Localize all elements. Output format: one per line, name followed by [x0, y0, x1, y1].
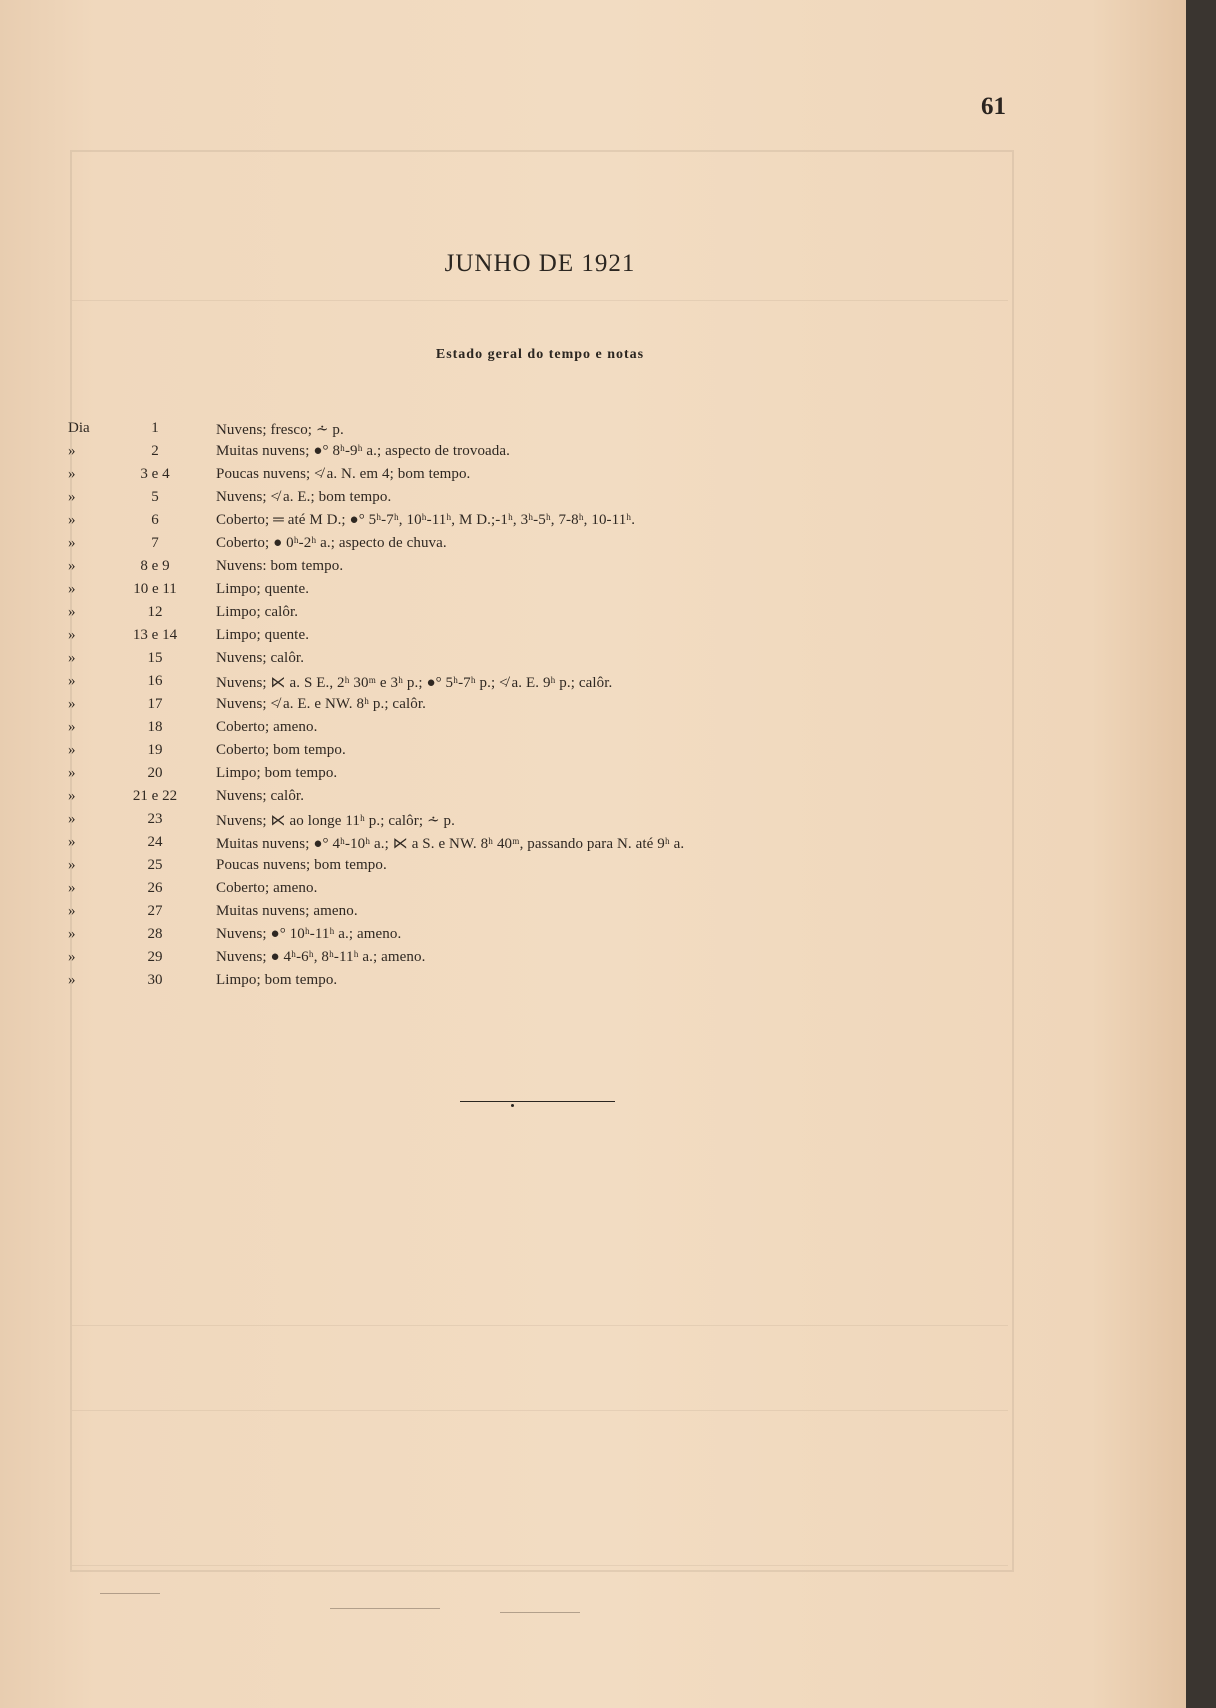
row-day: 6 — [151, 512, 159, 528]
row-note: Nuvens: bom tempo. — [216, 558, 344, 574]
row-marker: » — [68, 466, 76, 482]
row-note: Limpo; quente. — [216, 627, 310, 643]
row-day: 7 — [151, 535, 159, 551]
row-day: 16 — [147, 673, 163, 689]
row-note: Nuvens; ⋉ a. S E., 2ʰ 30ᵐ e 3ʰ p.; ●° 5ʰ-7ʰ p.; ≮ a. E. 9ʰ p.; calôr. — [216, 675, 613, 691]
row-marker: » — [68, 650, 76, 666]
row-day: 28 — [147, 926, 163, 942]
row-marker: » — [68, 604, 76, 620]
row-note: Nuvens; calôr. — [216, 650, 305, 666]
row-note: Nuvens; ●° 10ʰ-11ʰ a.; ameno. — [216, 926, 402, 942]
print-smudge — [330, 1608, 440, 1609]
row-note: Limpo; bom tempo. — [216, 972, 338, 988]
row-marker: » — [68, 742, 76, 758]
row-day: 8 e 9 — [140, 558, 170, 574]
print-smudge — [500, 1612, 580, 1613]
row-marker: » — [68, 857, 76, 873]
row-note: Coberto; ameno. — [216, 719, 318, 735]
row-marker: » — [68, 903, 76, 919]
row-note: Coberto; bom tempo. — [216, 742, 346, 758]
row-note: Muitas nuvens; ameno. — [216, 903, 358, 919]
page-number: 61 — [981, 93, 1006, 120]
row-marker: » — [68, 535, 76, 551]
row-note: Limpo; bom tempo. — [216, 765, 338, 781]
row-note: Muitas nuvens; ●° 8ʰ-9ʰ a.; aspecto de trovoada. — [216, 443, 511, 459]
row-marker: » — [68, 512, 76, 528]
section-subtitle: Estado geral do tempo e notas — [435, 347, 645, 362]
row-note: Nuvens; fresco; ⩪ p. — [216, 422, 344, 438]
row-marker: » — [68, 489, 76, 505]
row-marker: » — [68, 765, 76, 781]
row-note: Coberto; ameno. — [216, 880, 318, 896]
row-day: 19 — [147, 742, 163, 758]
row-note: Nuvens; ≮ a. E.; bom tempo. — [216, 489, 392, 505]
row-note: Coberto; ● 0ʰ-2ʰ a.; aspecto de chuva. — [216, 535, 447, 551]
divider-dot — [511, 1104, 514, 1107]
row-day: 15 — [147, 650, 163, 666]
row-day: 2 — [151, 443, 159, 459]
row-note: Poucas nuvens; ≮ a. N. em 4; bom tempo. — [216, 466, 471, 482]
row-marker: » — [68, 673, 76, 689]
row-day: 12 — [147, 604, 163, 620]
row-note: Poucas nuvens; bom tempo. — [216, 857, 387, 873]
row-day: 17 — [147, 696, 163, 712]
row-note: Nuvens; ● 4ʰ-6ʰ, 8ʰ-11ʰ a.; ameno. — [216, 949, 426, 965]
row-marker: » — [68, 719, 76, 735]
row-day: 26 — [147, 880, 163, 896]
row-marker: » — [68, 443, 76, 459]
row-day: 3 e 4 — [140, 466, 170, 482]
row-day: 21 e 22 — [132, 788, 178, 804]
section-divider — [460, 1101, 615, 1102]
row-marker: » — [68, 558, 76, 574]
row-day: 18 — [147, 719, 163, 735]
row-note: Limpo; calôr. — [216, 604, 299, 620]
row-day: 23 — [147, 811, 163, 827]
row-marker: » — [68, 972, 76, 988]
bleed-through-line — [72, 1565, 1008, 1566]
row-marker: » — [68, 811, 76, 827]
row-day: 13 e 14 — [132, 627, 178, 643]
row-marker: Dia — [68, 420, 90, 436]
row-day: 25 — [147, 857, 163, 873]
row-marker: » — [68, 627, 76, 643]
bleed-through-line — [72, 1325, 1008, 1326]
row-day: 24 — [147, 834, 163, 850]
print-smudge — [100, 1593, 160, 1594]
row-day: 20 — [147, 765, 163, 781]
page-title: JUNHO DE 1921 — [444, 250, 636, 277]
row-day: 29 — [147, 949, 163, 965]
row-day: 27 — [147, 903, 163, 919]
row-note: Nuvens; ≮ a. E. e NW. 8ʰ p.; calôr. — [216, 696, 426, 712]
bleed-through-line — [72, 1410, 1008, 1411]
row-marker: » — [68, 949, 76, 965]
row-note: Limpo; quente. — [216, 581, 310, 597]
row-marker: » — [68, 581, 76, 597]
bleed-through-table-frame — [70, 150, 1014, 1572]
row-day: 10 e 11 — [133, 581, 177, 597]
bleed-through-line — [72, 300, 1008, 301]
row-marker: » — [68, 926, 76, 942]
row-day: 1 — [151, 420, 159, 436]
row-marker: » — [68, 696, 76, 712]
row-note: Muitas nuvens; ●° 4ʰ-10ʰ a.; ⋉ a S. e NW. 8ʰ 40ᵐ, passando para N. até 9ʰ a. — [216, 836, 685, 852]
row-note: Nuvens; calôr. — [216, 788, 305, 804]
row-note: Nuvens; ⋉ ao longe 11ʰ p.; calôr; ⩪ p. — [216, 813, 455, 829]
row-note: Coberto; ═ até M D.; ●° 5ʰ-7ʰ, 10ʰ-11ʰ, M D.;-1ʰ, 3ʰ-5ʰ, 7-8ʰ, 10-11ʰ. — [216, 512, 636, 528]
row-marker: » — [68, 834, 76, 850]
row-day: 30 — [147, 972, 163, 988]
row-marker: » — [68, 880, 76, 896]
row-marker: » — [68, 788, 76, 804]
row-day: 5 — [151, 489, 159, 505]
